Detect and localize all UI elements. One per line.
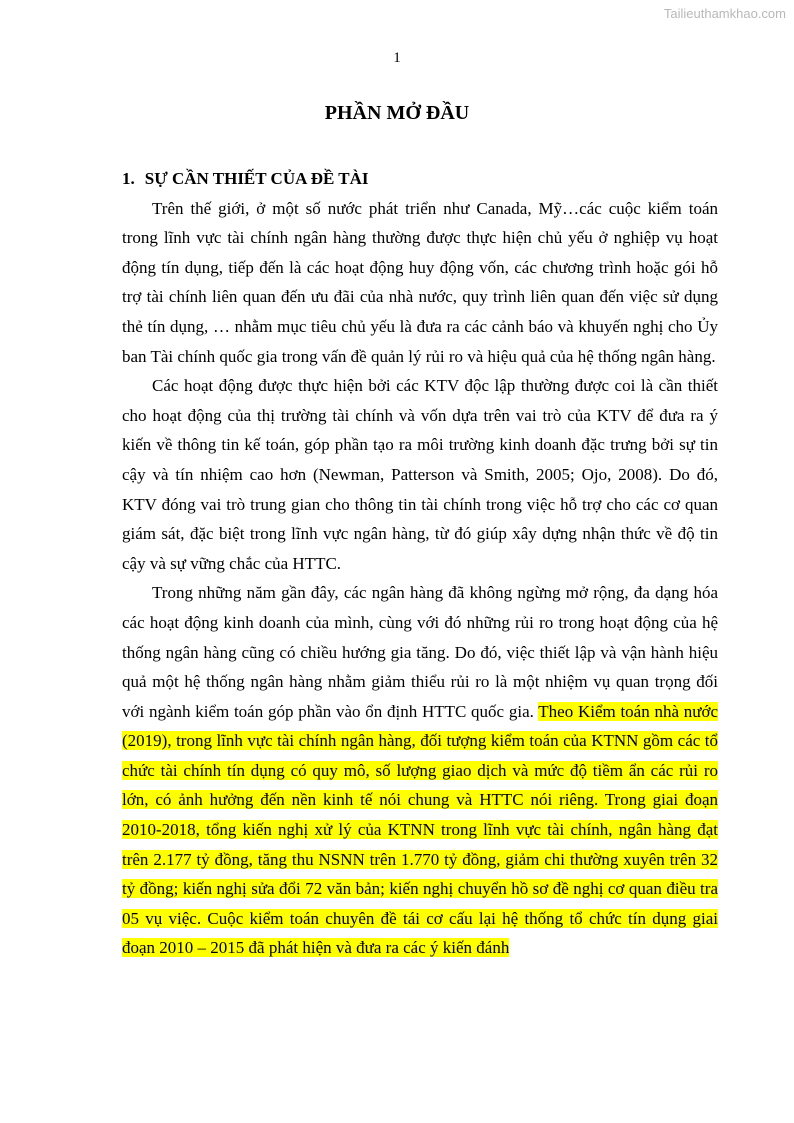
highlighted-text: Theo Kiểm toán nhà nước (2019), trong lĩnh vực tài chính ngân hàng, đối tượng kiểm toán của KTNN gồm các tổ chức tài chính tín dụng có quy mô, số lượng giao dịch và mức độ tiềm ẩn các rủi ro lớn, có ảnh hưởng đến nền kinh tế nói chung và HTTC nói riêng. Trong giai đoạn 2010-2018, tổng kiến nghị xử lý của KTNN trong lĩnh vực tài chính, ngân hàng đạt trên 2.177 tỷ đồng, tăng thu NSNN trên 1.770 tỷ đồng, giảm chi thường xuyên trên 32 tỷ đồng; kiến nghị sửa đổi 72 văn bản; kiến nghị chuyển hồ sơ đề nghị cơ quan điều tra 05 vụ việc. Cuộc kiểm toán chuyên đề tái cơ cấu lại hệ thống tổ chức tín dụng giai đoạn 2010 – 2015 đã phát hiện và đưa ra các ý kiến đánh <box>122 701 718 958</box>
watermark: Tailieuthamkhao.com <box>663 6 786 21</box>
document-body <box>122 164 718 963</box>
page-title: PHẦN MỞ ĐẦU <box>324 102 470 124</box>
paragraph-3-text: Trong những năm gần đây, các ngân hàng đã không ngừng mở rộng, đa dạng hóa các hoạt động kinh doanh của mình, cùng với đó những rủi ro trong hoạt động của hệ thống ngân hàng cũng có chiều hướng gia tăng. Do đó, việc thiết lập và vận hành hiệu quả một hệ thống ngân hàng nhằm giảm thiểu rủi ro là một nhiệm vụ quan trọng đối với ngành kiểm toán góp phần vào ổn định HTTC quốc gia. <box>122 583 718 721</box>
paragraph-1: Trên thế giới, ở một số nước phát triển như Canada, Mỹ…các cuộc kiểm toán trong lĩnh vực tài chính ngân hàng thường được thực hiện chủ yếu ở nghiệp vụ hoạt động tín dụng, tiếp đến là các hoạt động huy động vốn, các chương trình hoặc gói hỗ trợ tài chính liên quan đến ưu đãi của nhà nước, quy trình liên quan đến việc sử dụng thẻ tín dụng, … nhằm mục tiêu chủ yếu là đưa ra các cảnh báo và khuyến nghị cho Ủy ban Tài chính quốc gia trong vấn đề quản lý rủi ro và hiệu quả của hệ thống ngân hàng. <box>122 198 718 366</box>
section-heading-text: SỰ CẦN THIẾT CỦA ĐỀ TÀI <box>144 169 369 188</box>
section-heading <box>122 164 718 194</box>
paragraph-3 <box>122 578 718 963</box>
page-number: 1 <box>393 50 401 66</box>
section-number: 1. <box>122 169 135 188</box>
paragraph-2: Các hoạt động được thực hiện bởi các KTV độc lập thường được coi là cần thiết cho hoạt động của thị trường tài chính và vốn dựa trên vai trò của KTV để đưa ra ý kiến về thông tin kế toán, góp phần tạo ra môi trường kinh doanh đặc trưng bởi sự tin cậy và tín nhiệm cao hơn (Newman, Patterson và Smith, 2005; Ojo, 2008). Do đó, KTV đóng vai trò trung gian cho thông tin tài chính trong việc hỗ trợ cho các cơ quan giám sát, đặc biệt trong lĩnh vực ngân hàng, từ đó giúp xây dựng nhận thức về độ tin cậy và sự vững chắc của HTTC. <box>122 376 718 573</box>
